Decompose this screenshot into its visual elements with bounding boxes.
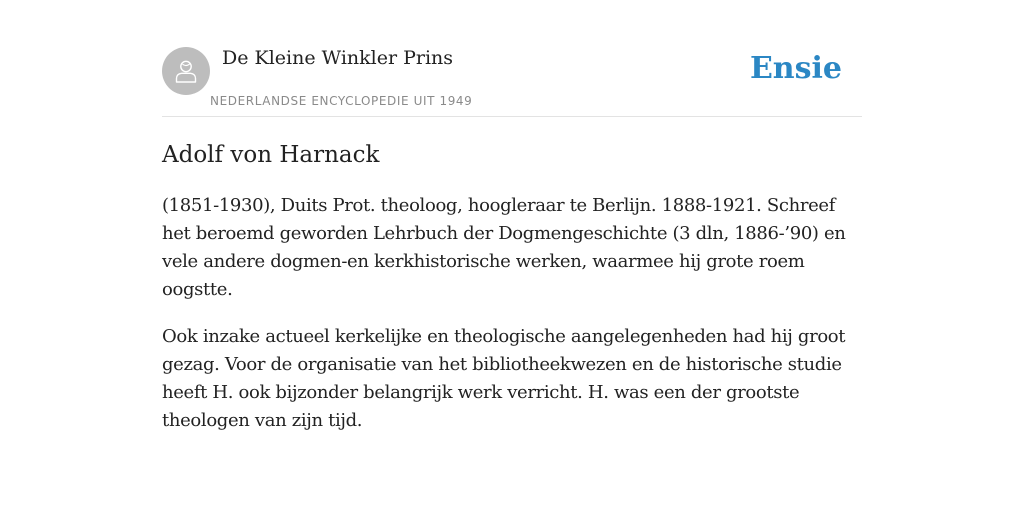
source-name-link[interactable]: De Kleine Winkler Prins <box>222 47 454 69</box>
article-paragraph: Ook inzake actueel kerkelijke en theologische aangelegenheden had hij groot gezag. Voor de organisatie van het bibliotheekwezen en de historische studie heeft H. ook bijzonder belangrijk werk verricht. H. was een der grootste theologen van zijn tijd. <box>162 326 846 431</box>
brand-logo[interactable]: Ensie <box>749 51 842 86</box>
article-paragraph: (1851-1930), Duits Prot. theoloog, hoogleraar te Berlijn. 1888-1921. Schreef het beroemd geworden Lehrbuch der Dogmengeschichte (3 dln, 1886-’90) en vele andere dogmen-en kerkhistorische werken, waarmee hij grote roem oogstte. <box>162 195 846 300</box>
page-container <box>162 0 862 512</box>
source-subtitle: NEDERLANDSE ENCYCLOPEDIE UIT 1949 <box>210 94 473 108</box>
user-icon <box>172 57 200 85</box>
article-body <box>162 192 862 454</box>
source-header <box>162 0 862 117</box>
avatar[interactable] <box>162 47 210 95</box>
article-title: Adolf von Harnack <box>162 142 380 168</box>
